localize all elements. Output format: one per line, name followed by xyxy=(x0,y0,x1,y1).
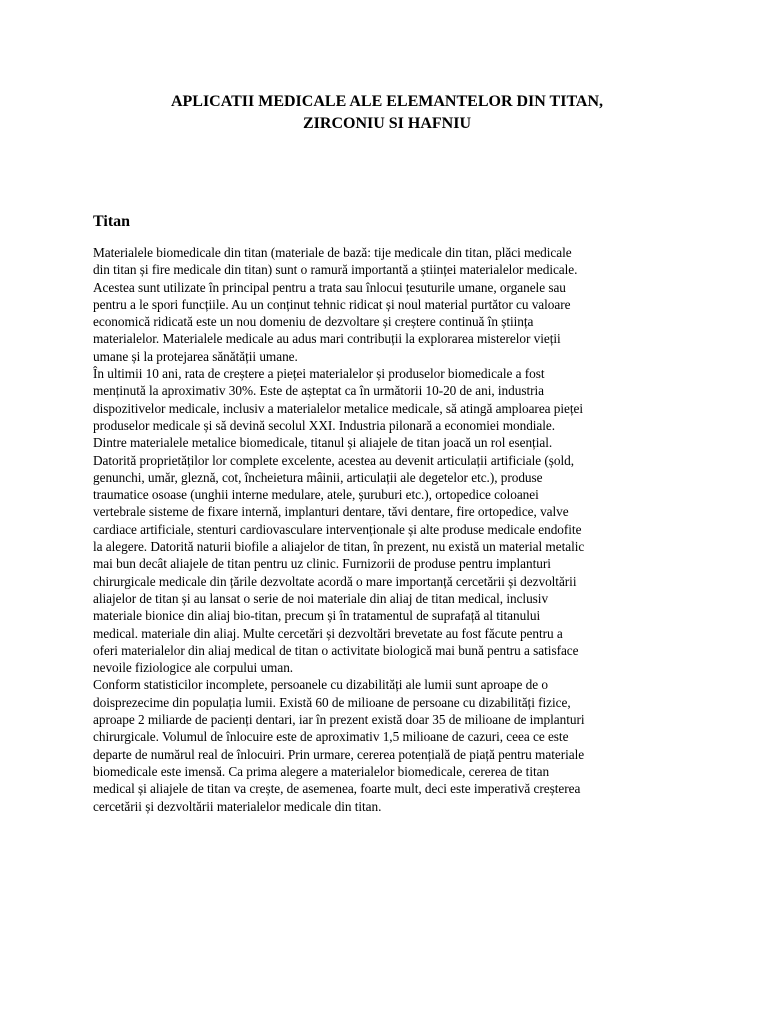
body-text-line: pentru a le spori funcțiile. Au un conținut tehnic ridicat și noul material purtător cu valoare xyxy=(93,296,571,312)
body-text-line: traumatice osoase (unghii interne medulare, atele, șuruburi etc.), ortopedice coloanei xyxy=(93,487,539,503)
body-text-line: din titan și fire medicale din titan) sunt o ramură importantă a științei materialelor medicale. xyxy=(93,262,578,278)
body-text-line: genunchi, umăr, gleznă, cot, încheietura mâinii, articulații ale degetelor etc.), produse xyxy=(93,469,543,485)
body-text-line: oferi materialelor din aliaj medical de titan o activitate biologică mai bună pentru a satisface xyxy=(93,642,579,658)
document-title xyxy=(93,91,681,135)
body-text-line: Dintre materialele metalice biomedicale, titanul și aliajele de titan joacă un rol esențial. xyxy=(93,435,553,451)
body-text-line: departe de numărul real de înlocuiri. Prin urmare, cererea potențială de piață pentru materiale xyxy=(93,746,585,762)
body-text-line: medical și aliajele de titan va crește, de asemenea, foarte mult, deci este imperativă creșterea xyxy=(93,781,581,797)
body-text-line: aliajelor de titan și au lansat o serie de noi materiale din aliaj de titan medical, inclusiv xyxy=(93,590,549,606)
body-text-line: economică ridicată este un nou domeniu de dezvoltare și creștere continuă în știința xyxy=(93,314,534,330)
body-text-line: aproape 2 miliarde de pacienți dentari, iar în prezent există doar 35 de milioane de implanturi xyxy=(93,712,585,728)
document-title-line: ZIRCONIU SI HAFNIU xyxy=(302,115,472,132)
body-text-line: cardiace artificiale, stenturi cardiovasculare intervenționale și alte produse medicale endofite xyxy=(93,521,582,537)
body-text-line: nevoile fiziologice ale corpului uman. xyxy=(93,660,294,676)
body-text-line: medical. materiale din aliaj. Multe cercetări și dezvoltări brevetate au fost făcute pentru a xyxy=(93,625,563,641)
body-text-line: Acestea sunt utilizate în principal pentru a trata sau înlocui țesuturile umane, organele sau xyxy=(93,279,566,295)
body-text-line: menținută la aproximativ 30%. Este de așteptat ca în următorii 10-20 de ani, industria xyxy=(93,383,544,399)
body-text-line: la alegere. Datorită naturii biofile a aliajelor de titan, în prezent, nu există un material metalic xyxy=(93,539,585,555)
body-text-line: materiale bionice din aliaj bio-titan, precum și în tratamentul de suprafață al titanului xyxy=(93,608,541,624)
body-text-line: dispozitivelor medicale, inclusiv a materialelor metalice medicale, să atingă amploarea pieței xyxy=(93,400,584,416)
body-text-line: materialelor. Materialele medicale au adus mari contribuții la explorarea misterelor vieții xyxy=(93,331,561,347)
body-text-line: În ultimii 10 ani, rata de creștere a pieței materialelor și produselor biomedicale a fost xyxy=(93,366,545,382)
body-text-line: umane și la protejarea sănătății umane. xyxy=(93,348,298,364)
body-text-line: biomedicale este imensă. Ca prima alegere a materialelor biomedicale, cererea de titan xyxy=(93,763,550,779)
section-heading: Titan xyxy=(93,213,131,230)
body-text-line: produselor medicale și să devină secolul XXI. Industria pilonară a economiei mondiale. xyxy=(93,417,556,433)
body-text-line: Conform statisticilor incomplete, persoanele cu dizabilități ale lumii sunt aproape de o xyxy=(93,677,548,693)
body-text-line: chirurgicale. Volumul de înlocuire este de aproximativ 1,5 milioane de cazuri, ceea ce este xyxy=(93,729,569,745)
body-text-line: mai bun decât aliajele de titan pentru uz clinic. Furnizorii de produse pentru implanturi xyxy=(93,556,551,572)
body-text-line: cercetării și dezvoltării materialelor medicale din titan. xyxy=(93,798,382,814)
body-text-line: Materialele biomedicale din titan (materiale de bază: tije medicale din titan, plăci medicale xyxy=(93,245,572,260)
body-text-line: Datorită proprietăților lor complete excelente, acestea au devenit articulații artificiale (șold, xyxy=(93,452,575,468)
body-text-line: doisprezecime din populația lumii. Există 60 de milioane de persoane cu dizabilități fizice, xyxy=(93,694,571,710)
body-text-line: vertebrale sisteme de fixare internă, implanturi dentare, tăvi dentare, fire ortopedice, valve xyxy=(93,504,569,520)
body-text-line: chirurgicale medicale din țările dezvoltate acordă o mare importanță cercetării și dezvoltării xyxy=(93,573,577,589)
section-body xyxy=(93,244,681,815)
document-title-line: APLICATII MEDICALE ALE ELEMANTELOR DIN TITAN, xyxy=(170,93,604,110)
